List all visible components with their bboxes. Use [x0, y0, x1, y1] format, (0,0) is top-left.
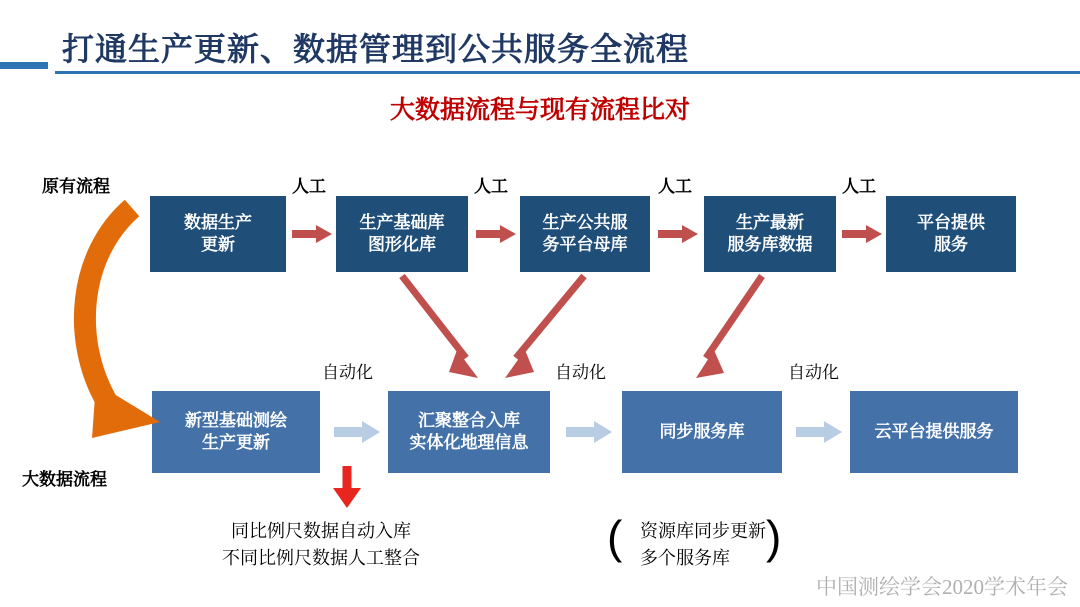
row-label-old-flow: 原有流程 — [42, 177, 110, 196]
old-flow-arrow-1-icon — [292, 225, 332, 243]
caption-paren-right: ) — [766, 511, 782, 563]
old-flow-box-5-line1: 平台提供 — [917, 212, 985, 232]
old-flow-arrow-2-icon — [476, 225, 516, 243]
old-flow-step-label-4: 人工 — [842, 177, 876, 196]
old-flow-step-label-3: 人工 — [658, 177, 692, 196]
caption-left-line1: 同比例尺数据自动入库 — [231, 521, 411, 541]
big-data-flow-box-3 — [622, 391, 782, 473]
big-data-flow-arrow-1-icon — [334, 421, 380, 443]
title-bar — [0, 14, 1080, 70]
big-data-flow-arrow-3-icon — [796, 421, 842, 443]
old-flow-box-3-line1: 生产公共服 — [542, 212, 628, 232]
big-data-flow-box-4 — [850, 391, 1018, 473]
old-flow-box-5 — [886, 196, 1016, 272]
old-flow-box-3-line2: 务平台母库 — [542, 235, 628, 254]
big-data-flow-box-1 — [152, 391, 320, 473]
old-flow-arrow-4-icon — [842, 225, 882, 243]
big-data-flow-step-label-2: 自动化 — [555, 363, 606, 382]
caption-right-line1: 资源库同步更新 — [640, 521, 766, 541]
old-flow-box-2-line1: 生产基础库 — [359, 212, 445, 232]
big-data-flow-box-1-line2: 生产更新 — [202, 433, 270, 452]
big-data-flow-box-1-line1: 新型基础测绘 — [185, 410, 287, 430]
big-data-flow-box-2-line1: 汇聚整合入库 — [418, 410, 520, 430]
title-underline — [55, 71, 1080, 74]
big-data-flow-box-4-line1: 云平台提供服务 — [874, 421, 994, 441]
caption-right-line2: 多个服务库 — [640, 548, 730, 568]
title-accent-block — [0, 62, 48, 69]
red-diagonal-arrow-3-icon — [696, 276, 762, 378]
old-flow-box-1 — [150, 196, 286, 272]
orange-curve-arrow-icon — [85, 208, 160, 438]
old-flow-step-label-1: 人工 — [292, 177, 326, 196]
old-flow-box-4-line2: 服务库数据 — [727, 235, 813, 254]
page-title: 打通生产更新、数据管理到公共服务全流程 — [62, 31, 690, 67]
big-data-flow-step-label-1: 自动化 — [322, 363, 373, 382]
caption-paren-left: ( — [607, 511, 623, 563]
old-flow-box-1-line2: 更新 — [201, 235, 235, 254]
row-label-big-data-flow: 大数据流程 — [22, 470, 107, 489]
old-flow-box-5-line2: 服务 — [934, 235, 968, 254]
caption-left — [222, 518, 420, 572]
caption-right — [640, 518, 766, 572]
red-down-arrow-icon — [333, 466, 361, 508]
old-flow-box-2 — [336, 196, 468, 272]
page-subtitle: 大数据流程与现有流程比对 — [389, 96, 690, 124]
old-flow-box-1-line1: 数据生产 — [184, 212, 252, 232]
big-data-flow-arrow-2-icon — [566, 421, 612, 443]
old-flow-box-3 — [520, 196, 650, 272]
old-flow-box-4 — [704, 196, 836, 272]
old-flow-box-2-line2: 图形化库 — [368, 235, 436, 254]
old-flow-arrow-3-icon — [658, 225, 698, 243]
old-flow-box-4-line1: 生产最新 — [736, 212, 804, 232]
big-data-flow-step-label-3: 自动化 — [788, 363, 839, 382]
big-data-flow-box-2-line2: 实体化地理信息 — [409, 433, 529, 452]
caption-left-line2: 不同比例尺数据人工整合 — [222, 548, 420, 568]
big-data-flow-box-3-line1: 同步服务库 — [659, 421, 745, 441]
old-flow-step-label-2: 人工 — [474, 177, 508, 196]
red-diagonal-arrow-1-icon — [402, 276, 478, 378]
big-data-flow-box-2 — [388, 391, 550, 473]
watermark-text: 中国测绘学会2020学术年会 — [816, 575, 1068, 599]
